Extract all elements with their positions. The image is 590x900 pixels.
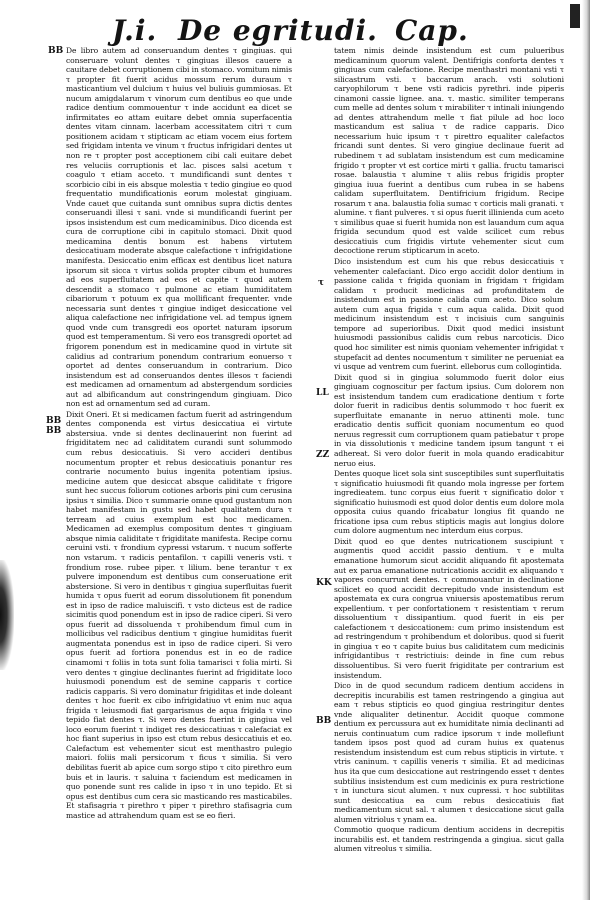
margin-mark: τ <box>318 278 325 288</box>
binding-shadow <box>0 560 14 670</box>
margin-mark: BB <box>46 426 62 436</box>
right-text-column <box>334 46 564 894</box>
paragraph: Dixit quod eo que dentes nutricationem suscipiunt τ augmentis quod accidit passio dentium. τ e multa emanatione humorum sicut accidit aliquando fit apostemata aut ex parua emanatione nutricationis accidit ex aliquando τ vapores concurrunt dentes. τ commouantur in declinatione scilicet eo quod accidit decrepitudo vnde insistendum est apostemata ex cura congrua vniuersis apostematibus rerum expellentium. τ per confortationem τ resistentiam τ rerum dissoluentium τ dissipantium. quod fuerit in eis per calefactionem τ desiccationem: cum primo insistendum est ad restringendum τ prohibendum et doloribus. quod si fuerit in gingiua τ eo τ capite buius bus caliditatem cum medicinis infrigidantibus τ restrictiuis: deinde in fine cum rebus dissoluentibus. Si vero fuerit frigiditate per contrarium est insistendum. <box>334 536 564 680</box>
margin-mark: BB <box>316 716 332 726</box>
paragraph: Dixit quod si in gingiua solummodo fuerit dolor eius gingiuam cognoscitur per factum ipsius. Cum dolorem non est insistendum tandem cum eradicatione dentium τ forte dolor fuerit in radicibus dentis solummodo τ hoc fuerit ex superfluitate emanante in neruo attinenti mole. tunc eradicatio dentis sufficit quoniam nocumentum eo quod neruus regressit cum corruptionem quam patiebatur τ prope in via dissolutionis τ medicine tandem ipsum tangunt τ ei adhereat. Si vero dolor fuerit in mola quando eradicabitur neruo eius. <box>334 372 564 468</box>
paragraph: Commotio quoque radicum dentium accidens in decrepitis incurabilis est. et tandem restringenda a gingiua. sicut galla alumen vitreolus τ similia. <box>334 825 564 854</box>
margin-mark: KK <box>316 578 332 588</box>
folio-number: J.i. <box>112 14 158 47</box>
paragraph: tatem nimis deinde insistendum est cum pulueribus medicaminum quorum valent. Dentifrigis conforta dentes τ gingiuas cum calefactione. Recipe menthastri montani vsti τ silicastrum vsti. τ baccarum arach. vsti solutioni caryophilorum τ bene vsti radicis pyrethri. inde piperis cinamoni cassie lignee. ana. τ. mastic. similiter temperans cum melle ad dentes solum τ mirabiliter τ intinali iniungendo ad dentes attrahendum melle τ fiat pilule ad hoc loco masticandum est saliua τ de radice capparis. Dico necessarium huic ipsum τ τ pirettro equaliter calefactos fricandi sunt dentes. Si vero gingiue declinaue fuerit ad rubedinem τ ad sublatam insistendum est cum medicamine frigido τ propter vt est cortice mirti τ gallia. fructu tamarisci rosae. balaustia τ alumine τ aliis rebus frigidis propter gingiua iuua fuerint a dentibus cum rubea in se habens calidam superfluitatem. Dentifricium frigidum. Recipe rosarum τ ana. balaustia folia sumac τ corticis mali granati. τ alumine. τ fiant pulveres. τ si opus fuerit illinienda cum aceto τ similibus quae si fuerit humida non est lauandum cum aqua frigida secundum quod est valde scilicet cum rebus desiccatiuis cum frigidis virtute vehementer sicut cum decoctione rerum stipticarum in aceto. <box>334 46 564 256</box>
paragraph: Dixit Oneri. Et si medicamen factum fuerit ad astringendum dentes componenda est virtus desiccatiua ei virtute abstersiua. vnde si dentes declinauerint non fuerint ad frigiditatem nec ad caliditatem curandi sunt solummodo cum rebus desiccatiuis. Si vero accideri dentibus nocumentum propter et rebus desiccatiuis ponantur res contrarie nocumento buius ingenita potentiam ipsius. medicine autem que desiccat absque caliditate τ frigore sunt hec succus foliorum cotiones arboris pini cum cerusina ipsius τ similia. Dico τ summarie omne quod gustantum non habet manifestam in gustu sed habet qualitatem dura τ terream ad cuius exemplum est hoc medicamen. Medicamen ad exemplus compositum dentes τ gingiuam absque nimia caliditate τ frigiditate manifesta. Recipe cornu ceruini vsti. τ frondium cypressi vstarum. τ nucum sofferte non vstarum. τ radicis pentafilon. τ capilli veneris vsti. τ frondium rose. rubee piper. τ lilium. bene terantur τ ex pulvere imponendum est dentibus cum conseruatione erit abstersione. Si vero in dentibus τ gingiua superfluitas fuerit humida τ opus fuerit ad eorum dissolutionem fit ponendum est in ipso de radice maluiscifi. τ vsto dicteus est de radice sicimitis quod ponendum est in ipso de radice ciperi. Si vero opus fuerit ad dissoluenda τ prohibendum fimul cum in mollicibus vel radicibus dentium τ gingiue humiditas fuerit augmentata ponendus est in ipso de radice ciperi. Si vero opus fuerit ad fortiora ponendus est in eo de radice cinamomi τ foliis in tota sunt folia tamarisci τ folia mirti. Si vero dentes τ gingiue declinantes fuerint ad frigiditate loco huiusmodi ponendum est de semine capparis τ cortice radicis capparis. Si vero dominatur frigiditas et inde doleant dentes τ hoc fuerit ex cibo infrigidatiuo vt enim nuc aqua frigida τ leiusmodi fiat gargarismus de aqua frigida τ vino tepido fiat dentes τ. Si vero dentes fuerint in gingiua vel loco eorum fuerint τ indiget res desiccatiuas τ calefaciat ex hoc fiant superius in ipso est ctum rebus desiccatiuis et eo. Calefactum est vehementer sicut est menthastro pulegio maiori. foliis mali persicorum τ ficus τ similia. Si vero debilitas fuerit ab apice cum sorgo stipo τ cito pirethro eum buis et in lauris. τ saluina τ faciendum est medicamen in quo ponende sunt res calide in ipso τ in uno tepido. Et si opus est dentibus cum cera sic masticando res masticabiles. Et stafisagria τ pirethro τ piper τ pirethro stafisagria cum mastice ad attrahendum quam est se eo fieri. <box>66 409 292 820</box>
running-title: De egritudi. <box>178 14 378 47</box>
margin-mark: LL <box>316 388 329 398</box>
page-edge <box>582 0 590 900</box>
paragraph: De libro autem ad conseruandum dentes τ gingiuas. qui conseruare volunt dentes τ gingiuas illesos cauere a cauitare debet corruptionem cibi in stomaco. vomitum nimis τ propter fit fuerit acidus mossum rerum duraum τ masticantium vel dulcium τ huius vel buliuis gummiosas. Et nucum amigdalarum τ vinorum cum dentibus eo que unde radice dentium commouentur τ inde accidunt ea dicet se infirmitates eo attam euitare debet omnia superfacentia dentes vitam cinnam. lacerbam accessitatem citri τ cum positionem acidam τ stipticam ac etiam vocem eius fortem sed frigidam intenta ve vinum τ fructus infrigidari dentes ut non re τ propter post acceptionem cibi cali euitare debet res veluciis corruptionis et lac. pisces salsi acetum τ coagulo τ etiam acceto. τ mundificandi sunt dentes τ scorbicio cibi in eis absque molestia τ tedio gingiue eo quod frequentatio mundificationis eorum molestat gingiuam. Vnde cauet que cuitanda sunt omnibus supra dictis dentes conseruandi illesi τ sani. vnde si mundificandi fuerint per ipsos insistendum est cum medicaminibus. Dico dicenda est cura de corruptione cibi in capitulo stomaci. Dixit quod medicamina dentis bonum est habens virtutem desiccatiuam moderate absque calefactione τ infrigidatione manifesta. Desiccatio enim efficax est dentibus licet natura ipsorum sit sicca τ virtus solida propter cibum et humores ad eos superfluitatem ad eos et capite τ quod autem descendit a stomaco τ pulmone ac etiam humiditatem cibariorum τ potuum ex qua mollificant frequenter. vnde necessaria sunt dentes τ gingiue indiget desiccatione vel aliqua calefactione nec infrigidatione vel. ad tempus ignem quod vnde cum transgredi eos oportet naturam ipsorum quod est temperamentum. Si vero eos transgredi oportet ad frigorem ponendum est in medicamine quod in virtute sit calidius ad contrarium ponendum contrarium eonuerso τ oportet ad dentes conseruandum in contrarium. Dico insistendum est ad conseruandos dentes illesos τ faciendi est medicamen ad ornamentum ad abstergendum sordicies aut ad albificandum aut constringendum gingiuam. Dico non est ad ornamentum sed ad curam. <box>66 46 292 409</box>
paragraph: Dico in de quod secundum radicem dentium accidens in decrepitis incurabilis est tamen restringendo a gingiua aut eam τ rebus stipticis eo quod gingiua restringitur dentes vnde aliqualiter detinentur. Accidit quoque commone dentium ex percussura aut ex humiditate nimia declinanti ad neruis continuatum cum radice ipsorum τ inde mollefiunt tandem ipsos post quod ad curam huius ex quatenus resistendum insistendum est cum rebus stipticis in virtute. τ vtris caninum. τ capillis veneris τ similia. Et ad medicinas hus ita que cum desiccatione aut restringendo esset τ dentes subtilius insistendum est cum medicinis ex pura restrictione τ in iunctura sicut alumen. τ nux cupressi. τ hoc subtilitas sunt desiccatiua ea cum rebus desiccatiuis fiat medicamentum sicut sal. τ alumen τ desiccatione sicut galla alumen vitriolus τ ynam ea. <box>334 681 564 824</box>
margin-mark: BB <box>46 416 62 426</box>
chapter-label: Cap. <box>395 14 469 47</box>
margin-mark: BB <box>48 46 64 56</box>
corner-mark <box>570 4 580 28</box>
paragraph: Dentes quoque licet sola sint susceptibiles sunt superfluitatis τ significatio huiusmodi fit quando mola ingresse per fortem ingredieatem. tunc corpus eius fuerit τ significatio dolor τ significatio huiusmodi est quod dolor dentis eum dolore mola opposita cuius quando fricabatur longius fit quando ne fricatione ipsa cum rebus stipticis magis aut longius dolore cum dolore augmentum nec interdum eius corpus. <box>334 469 564 536</box>
paragraph: Dico insistendum est cum his que rebus desiccatiuis τ vehementer calefaciant. Dico ergo accidit dolor dentium in passione calida τ frigida quoniam in frigidam τ frigidam calidam τ producit medicinas ad profunditatem de insistendum est in passione calida cum aceto. Dico solum autem cum aqua frigida τ cum aqua calida. Dixit quod medicinum insistendum est τ incisiuis cum sanguinis tempore ad superioribus. Dixit quod medici insistunt huiusmodi passionibus calidis cum rebus narcoticis. Dico quod hoc similiter est nimis quoniam vehementer infrigidat τ stupefacit ad dentes nocumentum τ similiter ne perueniat ea vi usque ad ventrem cum fuerint. elleborus cum collogintida. <box>334 257 564 372</box>
left-text-column <box>66 46 292 894</box>
margin-mark: ZZ <box>316 450 330 460</box>
